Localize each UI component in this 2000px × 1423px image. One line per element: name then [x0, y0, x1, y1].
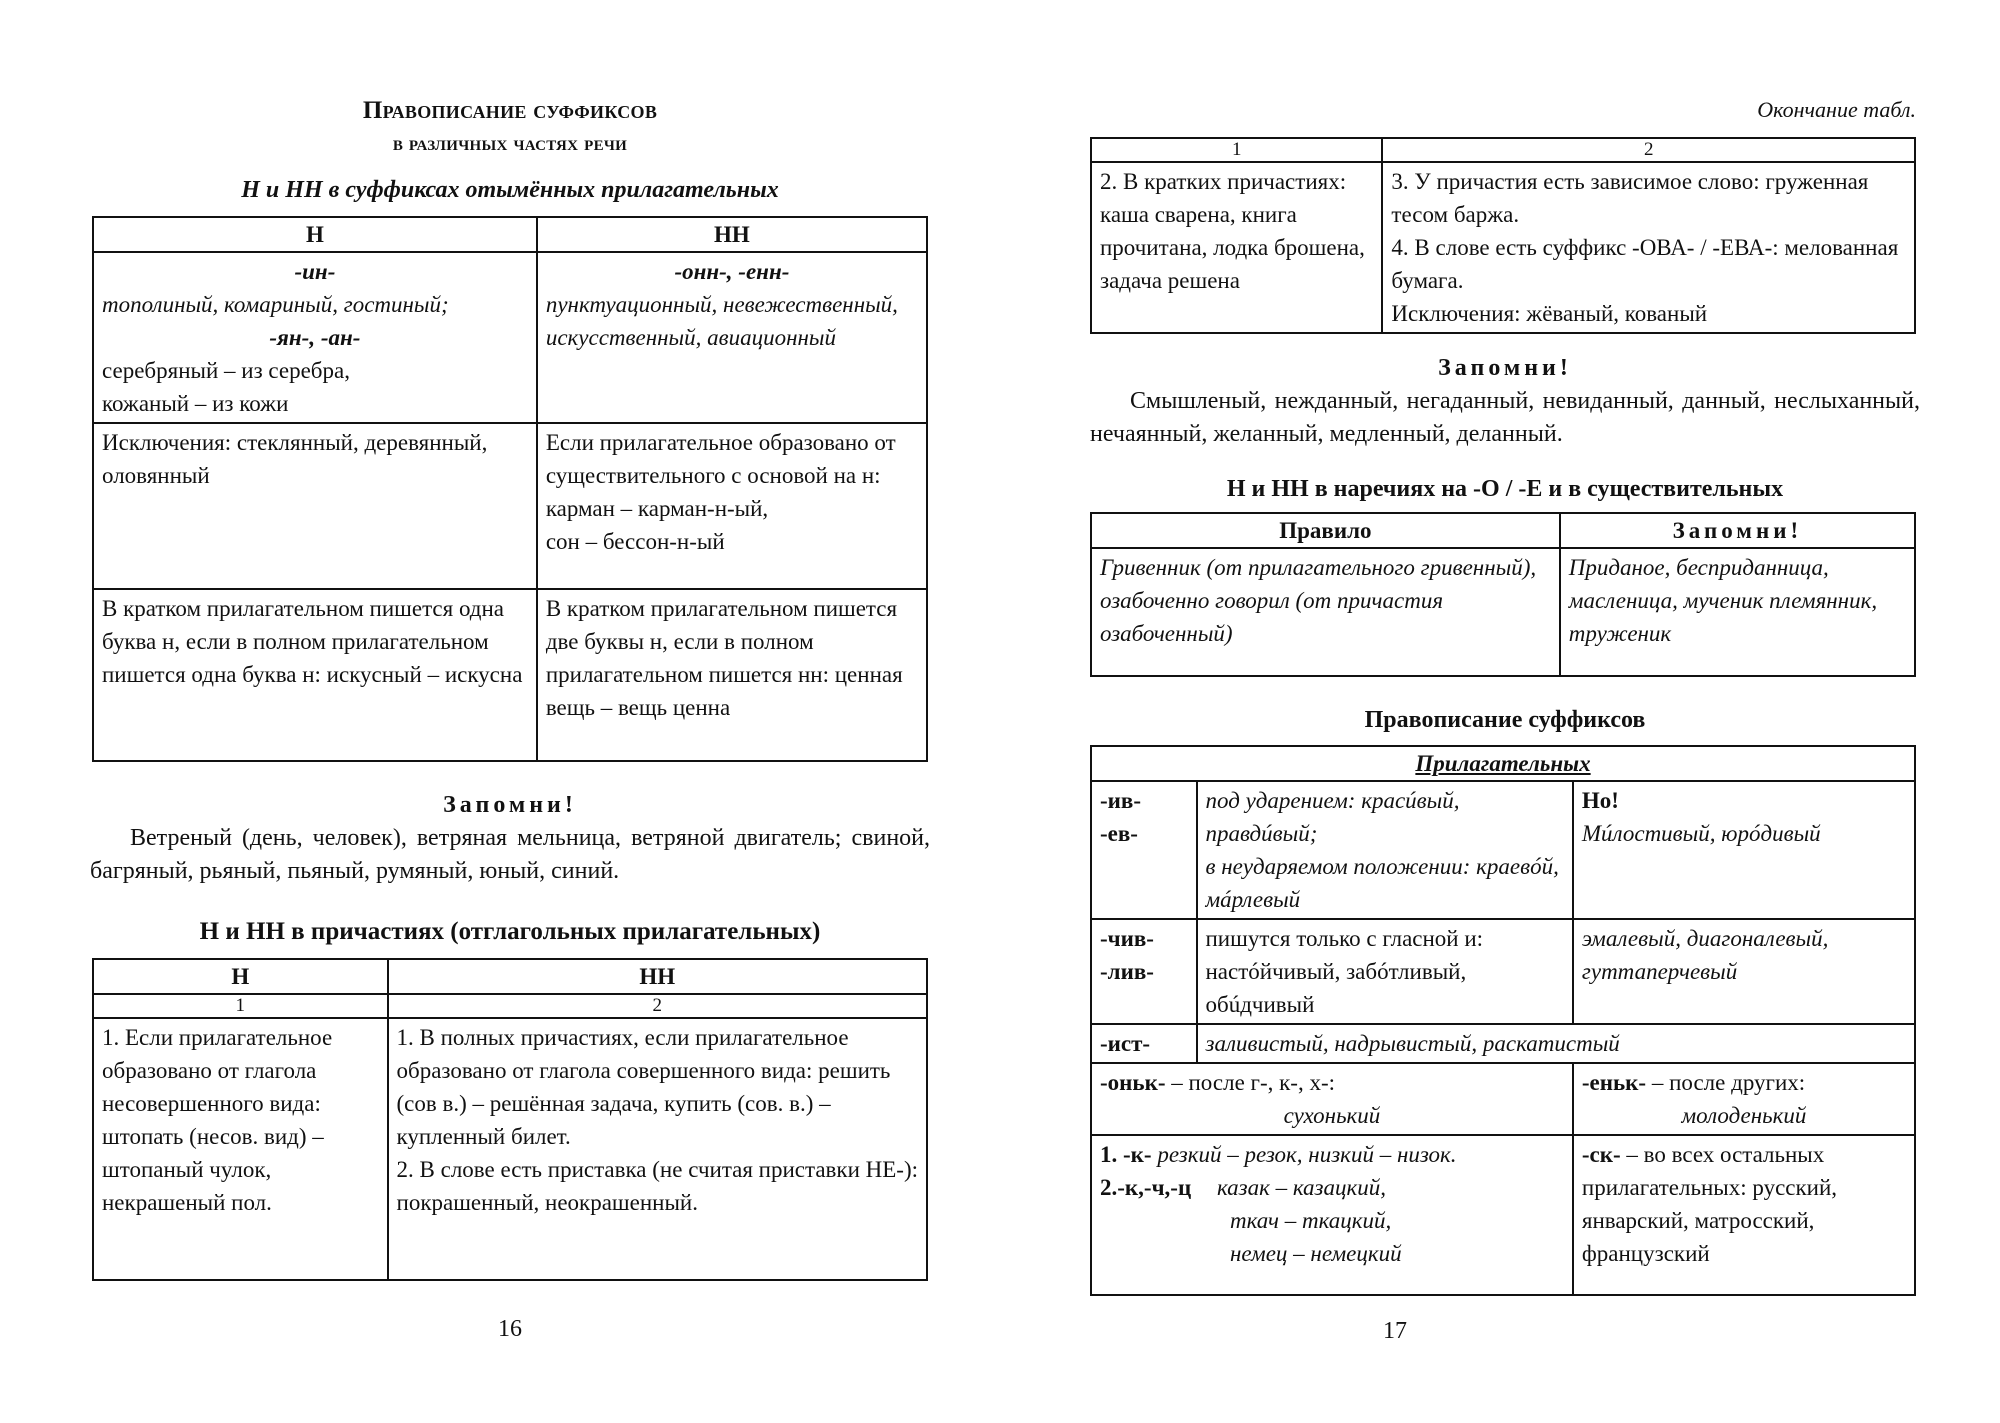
column-header: Н — [93, 959, 388, 994]
page-16 — [90, 0, 930, 1423]
page-title: Правописание суффиксов — [362, 97, 658, 124]
rule-text: под ударением: красúвый, правдúвый; — [1205, 788, 1460, 846]
participles-table-end — [1090, 137, 1916, 334]
rule-text: 3. У причастия есть зависимое слово: груженная тесом баржа. — [1391, 169, 1869, 227]
rule-text: – во всех остальных прилагательных: русский, январский, матросский, французский — [1581, 1142, 1838, 1266]
adjectives-table — [92, 216, 928, 762]
remember-heading: Запомни! — [443, 792, 577, 818]
suffix-label: -еньк- — [1581, 1070, 1647, 1095]
column-number: 1 — [93, 994, 388, 1018]
suffix-label: 1. -к- — [1100, 1142, 1152, 1167]
rule-text: – после г-, к-, х-: — [1165, 1070, 1336, 1095]
example: пунктуационный, невежественный, искусственный, авиационный — [545, 292, 898, 350]
example: резкий – резок, низкий – низок. — [1151, 1142, 1457, 1167]
table-subheader: Прилагательных — [1091, 746, 1915, 781]
section-heading: Правописание суффиксов — [1364, 707, 1646, 733]
page-number: 17 — [1383, 1318, 1407, 1344]
suffix-label: -ян-, -ан- — [269, 325, 361, 350]
participles-table — [92, 958, 928, 1281]
suffix-label: -ив- -ев- — [1091, 781, 1197, 919]
section-heading: Н и НН в суффиксах отымённых прилагательных — [241, 177, 779, 203]
table-cell — [1573, 781, 1915, 919]
example: ткач – ткацкий, — [1230, 1208, 1392, 1233]
table-cell: заливистый, надрывистый, раскатистый — [1197, 1024, 1916, 1063]
rule-text: 4. В слове есть суффикс -ОВА- / -ЕВА-: мелованная бумага. — [1391, 235, 1899, 293]
table-cell — [1382, 162, 1915, 333]
column-number: 2 — [388, 994, 927, 1018]
adverbs-table — [1090, 512, 1916, 677]
note-title: Но! — [1581, 788, 1619, 813]
table-cell — [1197, 781, 1573, 919]
page-subtitle: в различных частях речи — [392, 130, 628, 155]
section-heading: Н и НН в причастиях (отглагольных прилагательных) — [199, 918, 821, 945]
example: серебряный – из серебра, — [102, 358, 350, 383]
table-cell: Исключения: стеклянный, деревянный, оловянный — [93, 423, 537, 589]
table-cell — [537, 252, 927, 423]
table-cell: 1. Если прилагательное образовано от глагола несовершенного вида: штопать (несов. вид) – штопаный чулок, некрашеный пол. — [93, 1018, 388, 1280]
suffix-label: -чив- -лив- — [1091, 919, 1197, 1024]
table-cell: Гривенник (от прилагательного гривенный), озабоченно говорил (от причастия озабоченный) — [1091, 548, 1560, 676]
remember-text: Ветреный (день, человек), ветряная мельница, ветряной двигатель; свиной, багряный, рьяный, пьяный, румяный, юный, синий. — [90, 825, 930, 884]
table-cell: пишутся только с гласной и: настóйчивый, забóтливый, обúдчивый — [1197, 919, 1573, 1024]
table-cell — [388, 1018, 927, 1280]
suffix-label: -ин- — [294, 259, 336, 284]
rule-text: – после других: — [1646, 1070, 1806, 1095]
column-number: 2 — [1382, 138, 1915, 162]
table-cell — [1573, 1063, 1915, 1135]
suffix-label: -ист- — [1091, 1024, 1197, 1063]
example: карман – карман-н-ый, — [545, 496, 769, 521]
rule-text: 2. В слове есть приставка (не считая приставки НЕ-): покрашенный, неокрашенный. — [396, 1157, 919, 1215]
example: тополиный, комариный, гостиный; — [102, 292, 449, 317]
suffix-label: -ск- — [1581, 1142, 1621, 1167]
example: сухонький — [1283, 1103, 1381, 1128]
example: немец – немецкий — [1230, 1241, 1402, 1266]
rule-text: 1. В полных причастиях, если прилагательное образовано от глагола совершенного вида: решить (сов в.) – решённая задача, купить (сов. в.) – купленный билет. — [396, 1025, 891, 1149]
column-header: НН — [388, 959, 927, 994]
rule-text: Исключения: жёваный, кованый — [1391, 301, 1708, 326]
column-header: Правило — [1091, 513, 1560, 548]
table-cell: В кратком прилагательном пишется две буквы н, если в полном прилагательном пишется нн: ценная вещь – вещь ценна — [537, 589, 927, 761]
remember-text: Смышленый, нежданный, негаданный, невиданный, данный, неслыханный, нечаянный, желанный, медленный, деланный. — [1090, 388, 1920, 447]
suffix-label: 2.-к,-ч,-ц — [1100, 1175, 1192, 1200]
suffix-label: -онн-, -енн- — [674, 259, 790, 284]
table-cell: эмалевый, диагоналевый, гуттаперчевый — [1573, 919, 1915, 1024]
rule-text: Если прилагательное образовано от существительного с основой на н: — [545, 430, 896, 488]
column-header: Запомни! — [1560, 513, 1915, 548]
table-cell: 2. В кратких причастиях: каша сварена, книга прочитана, лодка брошена, задача решена — [1091, 162, 1382, 333]
example: молоденький — [1681, 1103, 1807, 1128]
column-header: НН — [537, 217, 927, 252]
continuation-label: Окончание табл. — [1757, 97, 1916, 122]
rule-text: в неударяемом положении: краевóй, мáрлевый — [1205, 854, 1559, 912]
note-text: Мúлостивый, юрóдивый — [1581, 821, 1821, 846]
example: кожаный – из кожи — [102, 391, 289, 416]
page-17 — [1090, 0, 1920, 1423]
page-number: 16 — [498, 1316, 522, 1342]
table-cell — [93, 252, 537, 423]
column-header: Н — [93, 217, 537, 252]
example: казак – казацкий, — [1216, 1175, 1387, 1200]
remember-heading: Запомни! — [1438, 355, 1572, 381]
table-cell — [537, 423, 927, 589]
table-cell — [1091, 1135, 1573, 1295]
table-cell: В кратком прилагательном пишется одна буква н, если в полном прилагательном пишется одна буква н: искусный – искусна — [93, 589, 537, 761]
suffixes-table — [1090, 745, 1916, 1296]
table-cell — [1573, 1135, 1915, 1295]
table-cell: Приданое, бесприданница, масленица, мученик племянник, труженик — [1560, 548, 1915, 676]
column-number: 1 — [1091, 138, 1382, 162]
example: сон – бессон-н-ый — [545, 529, 725, 554]
table-cell — [1091, 1063, 1573, 1135]
section-heading: Н и НН в наречиях на -О / -Е и в существительных — [1226, 476, 1784, 502]
suffix-label: -оньк- — [1100, 1070, 1166, 1095]
